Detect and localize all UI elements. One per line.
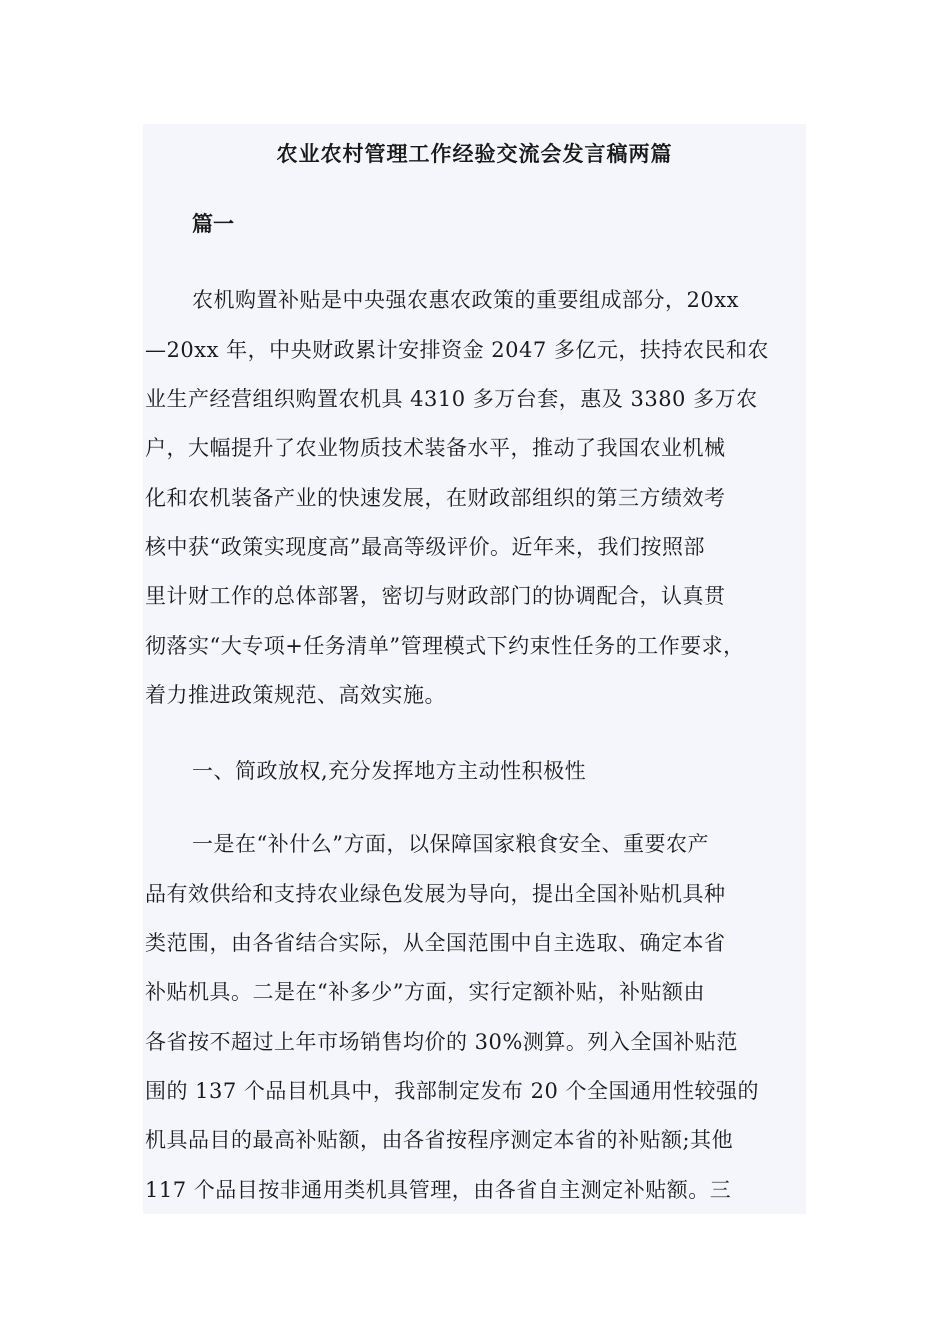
- paragraph-line: 围的 137 个品目机具中，我部制定发布 20 个全国通用性较强的: [145, 1079, 760, 1103]
- paragraph-line: 一是在“补什么”方面，以保障国家粮食安全、重要农产: [192, 832, 709, 856]
- paragraph-line: 类范围，由各省结合实际，从全国范围中自主选取、确定本省: [145, 931, 726, 955]
- paragraph-line: 化和农机装备产业的快速发展，在财政部组织的第三方绩效考: [145, 486, 726, 510]
- subheading: 一、简政放权,充分发挥地方主动性积极性: [192, 759, 587, 783]
- document-title: 农业农村管理工作经验交流会发言稿两篇: [276, 141, 673, 166]
- paragraph-line: 彻落实“大专项+任务清单”管理模式下约束性任务的工作要求，: [145, 634, 745, 658]
- paragraph-line: 117 个品目按非通用类机具管理，由各省自主测定补贴额。三: [145, 1178, 732, 1202]
- paragraph-line: 机具品目的最高补贴额，由各省按程序测定本省的补贴额;其他: [145, 1128, 734, 1152]
- paragraph-line: 里计财工作的总体部署，密切与财政部门的协调配合，认真贯: [145, 584, 726, 608]
- paragraph-line: 补贴机具。二是在“补多少”方面，实行定额补贴，补贴额由: [145, 980, 705, 1004]
- paragraph-line: —20xx 年，中央财政累计安排资金 2047 多亿元，扶持农民和农: [145, 338, 769, 362]
- paragraph-line: 户，大幅提升了农业物质技术装备水平，推动了我国农业机械: [145, 436, 726, 460]
- paragraph-line: 各省按不超过上年市场销售均价的 30%测算。列入全国补贴范: [145, 1030, 738, 1054]
- paragraph-line: 业生产经营组织购置农机具 4310 多万台套，惠及 3380 多万农: [145, 387, 758, 411]
- paragraph-line: 核中获“政策实现度高”最高等级评价。近年来，我们按照部: [145, 535, 705, 559]
- section-heading: 篇一: [192, 211, 234, 236]
- paragraph-line: 着力推进政策规范、高效实施。: [145, 683, 446, 707]
- paragraph-line: 农机购置补贴是中央强农惠农政策的重要组成部分，20xx: [192, 288, 739, 312]
- paragraph-line: 品有效供给和支持农业绿色发展为导向，提出全国补贴机具种: [145, 882, 726, 906]
